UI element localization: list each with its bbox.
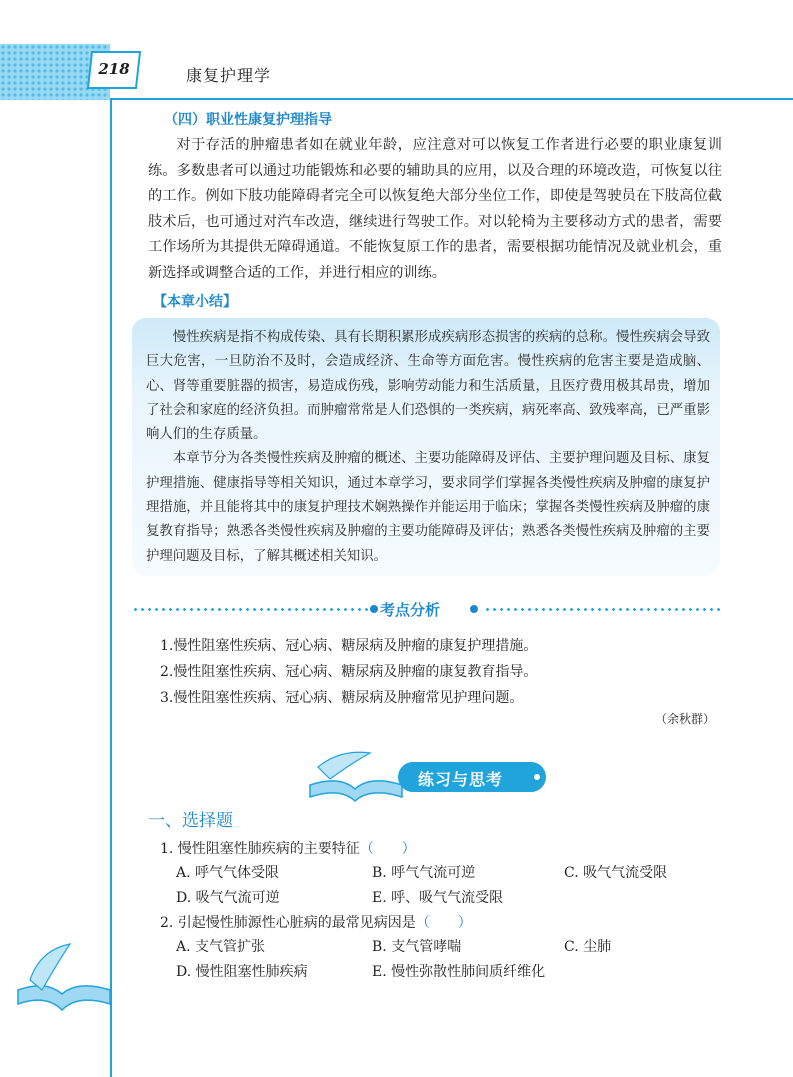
- answer-blank: （ ）: [359, 841, 416, 857]
- answer-blank: （ ）: [415, 915, 472, 931]
- author-credit: （余秋群）: [654, 712, 715, 726]
- option-d: D. 吸气气流可逆: [176, 890, 280, 906]
- option-a: A. 呼气气体受限: [176, 865, 280, 881]
- key-points-label: 考点分析: [380, 601, 441, 619]
- dotted-divider-right: [484, 608, 720, 611]
- option-d: D. 慢性阻塞性肺疾病: [176, 964, 308, 980]
- header-rule: [110, 98, 793, 100]
- summary-title: 【本章小结】: [153, 294, 237, 310]
- summary-paragraph-2: 本章节分为各类慢性疾病及肿瘤的概述、主要功能障碍及评估、主要护理问题及目标、康复护理措施、健康指导等相关知识，通过本章学习，要求同学们掌握各类慢性疾病及肿瘤的康复护理措施，并且能将其中的康复护理技术娴熟操作并能运用于临床；掌握各类慢性疾病及肿瘤的康复教育指导；熟悉各类慢性疾病及肿瘤的主要功能障碍及评估；熟悉各类慢性疾病及肿瘤的主要护理问题及目标，了解其概述相关知识。: [146, 451, 710, 564]
- option-b: B. 支气管哮喘: [372, 939, 462, 955]
- key-point-item: 1.慢性阻塞性疾病、冠心病、糖尿病及肿瘤的康复护理措施。: [160, 638, 538, 654]
- page-number: 218: [98, 60, 130, 78]
- question-stem: 1. 慢性阻塞性肺疾病的主要特征: [160, 841, 360, 857]
- key-point-item: 2.慢性阻塞性疾病、冠心病、糖尿病及肿瘤的康复教育指导。: [160, 664, 538, 680]
- section-heading: （四）职业性康复护理指导: [164, 112, 332, 128]
- option-e: E. 慢性弥散性肺间质纤维化: [372, 964, 546, 980]
- open-book-quill-icon: [300, 745, 410, 805]
- dotted-divider-left: [132, 608, 368, 611]
- question-stem: 2. 引起慢性肺源性心脏病的最常见病因是: [160, 915, 416, 931]
- body-paragraph: [148, 133, 722, 287]
- divider-dot-right: [470, 605, 478, 613]
- key-point-item: 3.慢性阻塞性疾病、冠心病、糖尿病及肿瘤常见护理问题。: [160, 690, 524, 706]
- summary-paragraph-1: 慢性疾病是指不构成传染、具有长期积累形成疾病形态损害的疾病的总称。慢性疾病会导致巨大危害，一旦防治不及时，会造成经济、生命等方面危害。慢性疾病的危害主要是造成脑、心、肾等重要脏器的损害，易造成伤残，影响劳动能力和生活质量，且医疗费用极其昂贵，增加了社会和家庭的经济负担。而肿瘤常常是人们恐惧的一类疾病，病死率高、致残率高，已严重影响人们的生存质量。: [146, 330, 710, 443]
- paragraph-text: 对于存活的肿瘤患者如在就业年龄，应注意对可以恢复工作者进行必要的职业康复训练。多数患者可以通过功能锻炼和必要的辅助具的应用，以及合理的环境改造，可恢复以往的工作。例如下肢功能障碍者完全可以恢复绝大部分坐位工作，即使是驾驶员在下肢高位截肢术后，也可通过对汽车改造，继续进行驾驶工作。对以轮椅为主要移动方式的患者，需要工作场所为其提供无障碍通道。不能恢复原工作的患者，需要根据功能情况及就业机会，重新选择或调整合适的工作，并进行相应的训练。: [148, 137, 722, 281]
- question-1: [160, 838, 416, 858]
- option-b: B. 呼气气流可逆: [372, 865, 476, 881]
- exercise-banner-label: 练习与思考: [418, 770, 504, 789]
- option-e: E. 呼、吸气气流受限: [372, 890, 504, 906]
- corner-book-quill-icon: [10, 940, 120, 1020]
- margin-rule: [110, 98, 112, 1077]
- key-points-list: [160, 633, 537, 711]
- option-c: C. 吸气气流受限: [564, 865, 668, 881]
- banner-dot: [534, 774, 540, 780]
- divider-dot-left: [370, 605, 378, 613]
- book-title: 康复护理学: [186, 66, 272, 85]
- option-a: A. 支气管扩张: [176, 939, 266, 955]
- question-2: [160, 912, 472, 932]
- question-section-title: 一、选择题: [148, 811, 233, 831]
- option-c: C. 尘肺: [564, 939, 612, 955]
- summary-text: [146, 326, 710, 569]
